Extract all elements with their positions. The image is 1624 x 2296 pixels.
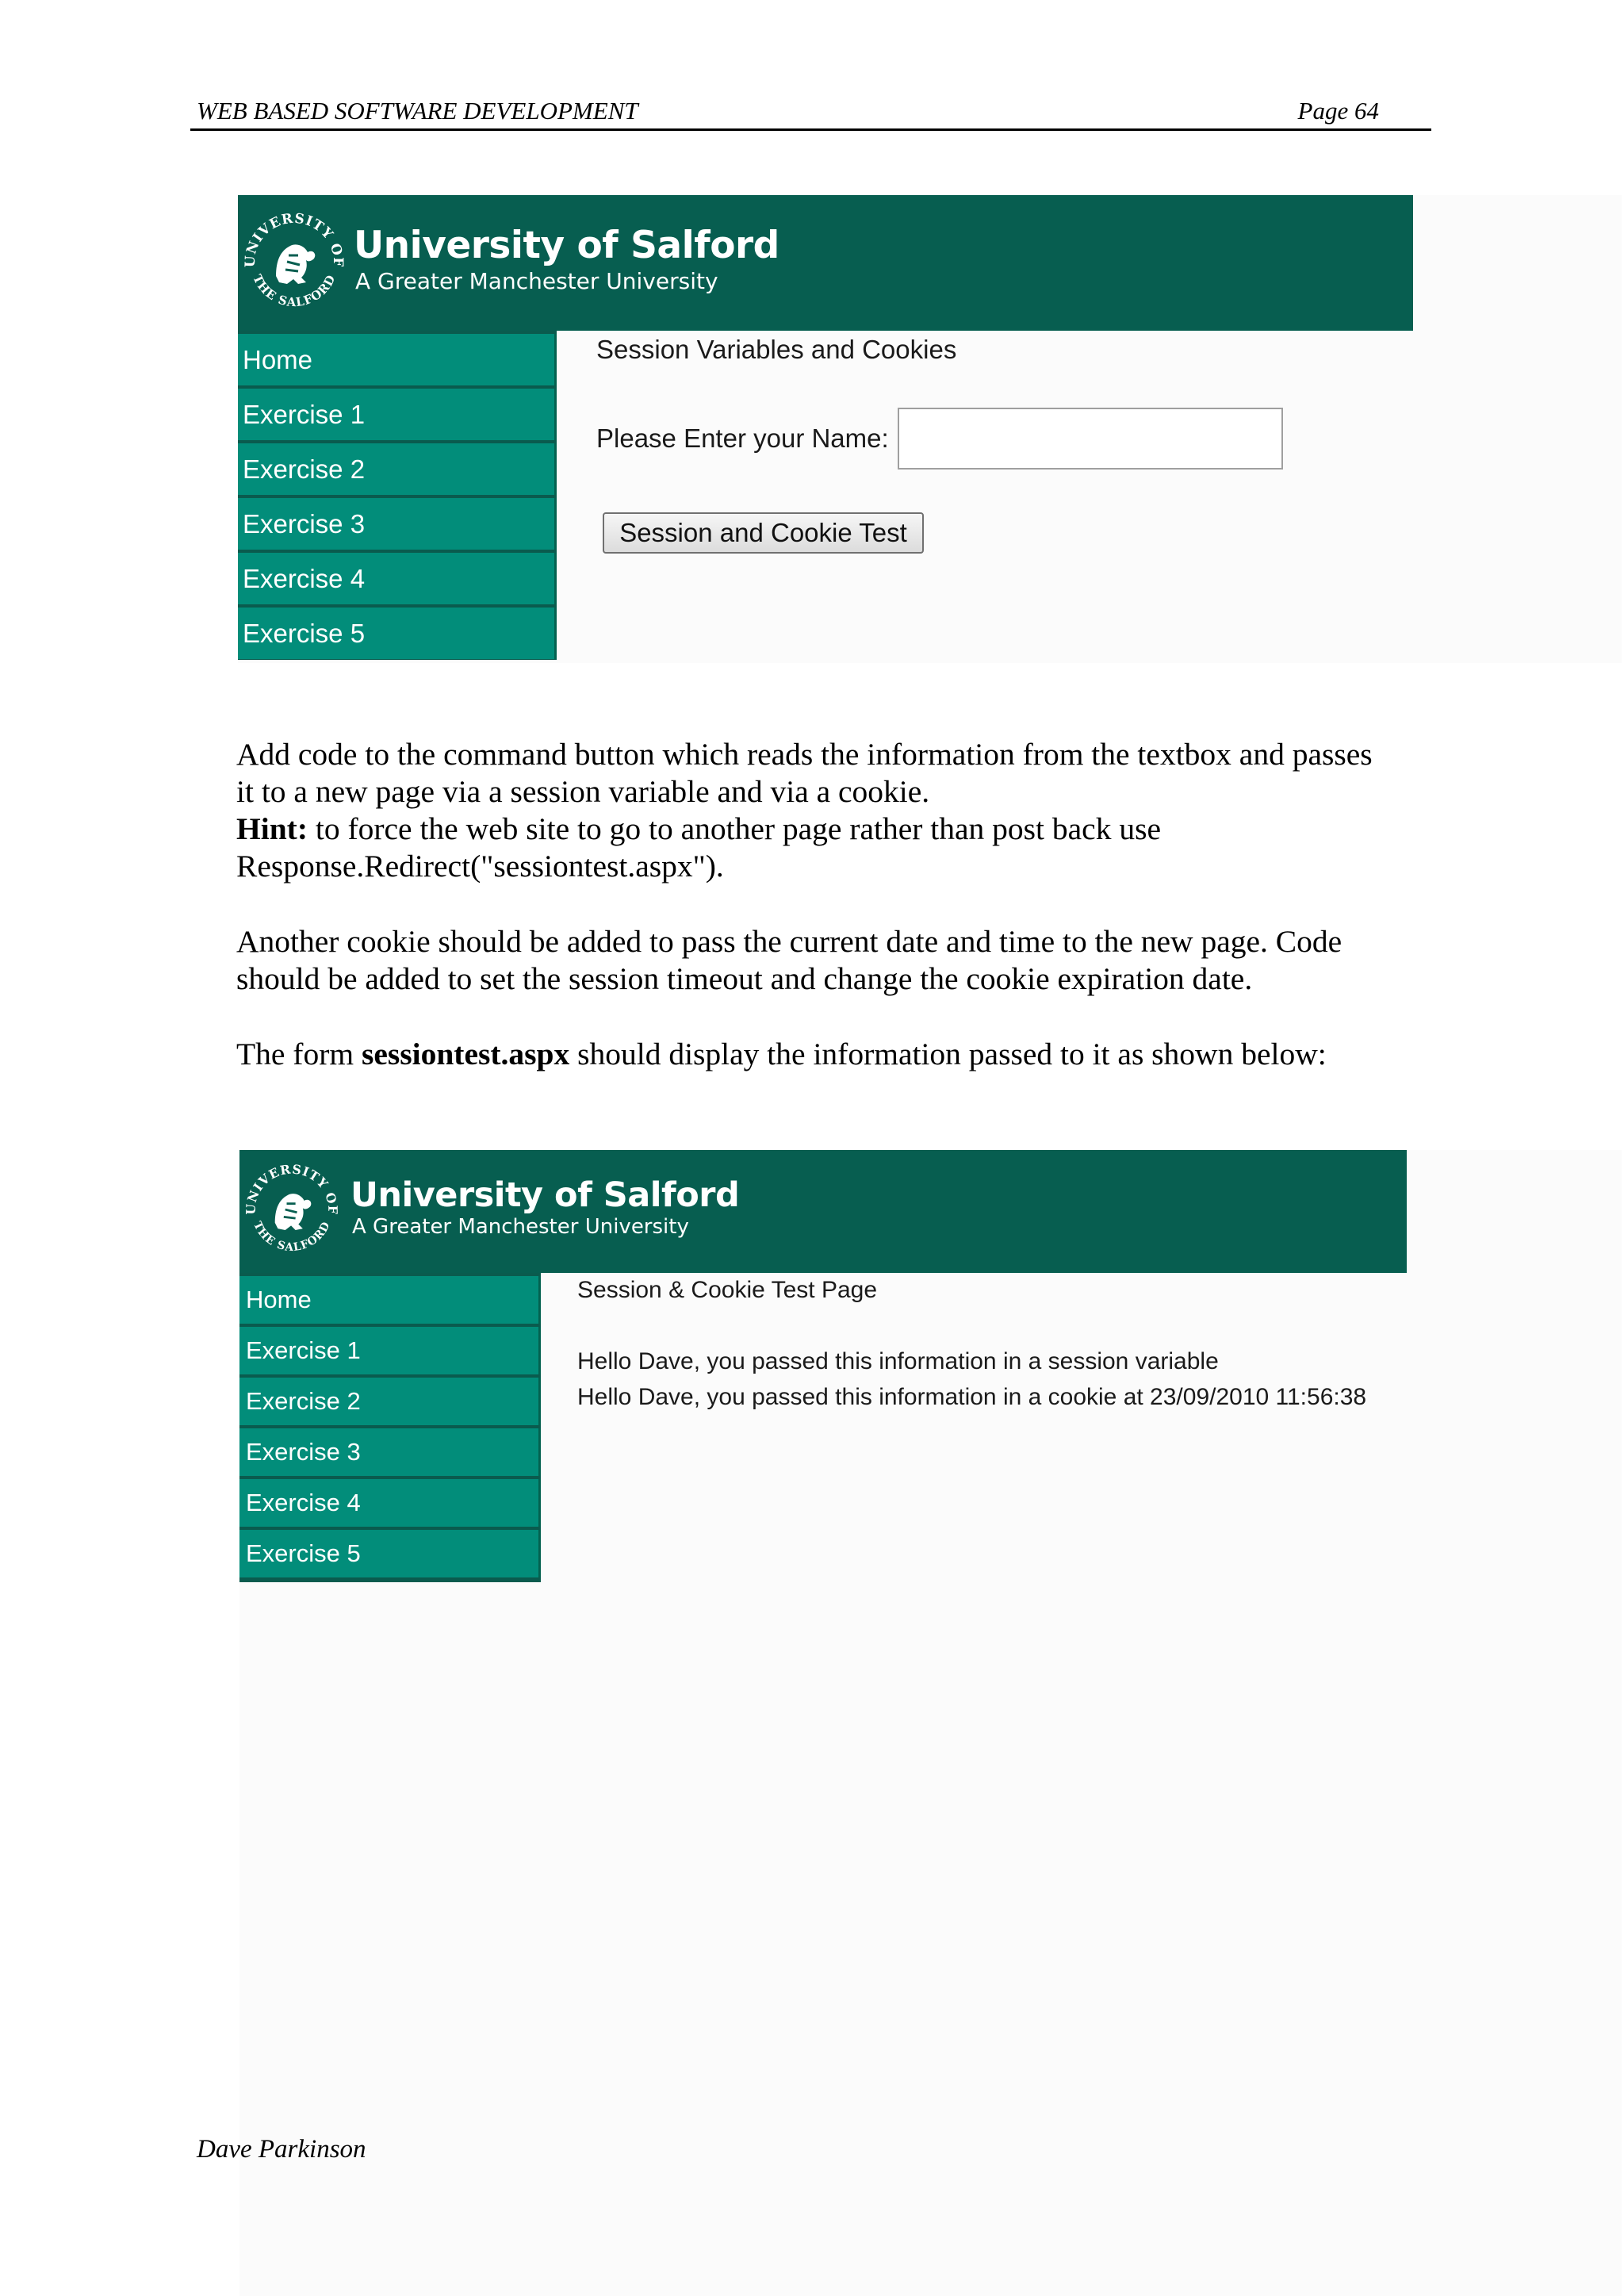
university-name: University of Salford — [350, 1175, 740, 1215]
page-number: Page 64 — [1297, 97, 1379, 125]
form-name: sessiontest.aspx — [361, 1037, 570, 1071]
nav-item-exercise-2[interactable]: Exercise 2 — [238, 443, 557, 495]
name-label: Please Enter your Name: — [596, 424, 889, 453]
session-message: Hello Dave, you passed this information in a session variable — [577, 1348, 1219, 1374]
document-footer-author: Dave Parkinson — [197, 2135, 366, 2164]
university-tagline: A Greater Manchester University — [355, 268, 718, 294]
university-name: University of Salford — [354, 224, 779, 267]
svg-text:UNIVERSITY OF: UNIVERSITY OF — [243, 1161, 341, 1215]
university-crest-icon — [241, 209, 347, 316]
nav-item-exercise-3[interactable]: Exercise 3 — [239, 1428, 541, 1476]
redirect-code: Response.Redirect("sessiontest.aspx"). — [236, 849, 724, 884]
university-crest-icon — [243, 1161, 341, 1259]
nav-item-exercise-1[interactable]: Exercise 1 — [239, 1327, 541, 1374]
svg-text:UNIVERSITY OF: UNIVERSITY OF — [242, 210, 347, 268]
nav-item-exercise-5[interactable]: Exercise 5 — [238, 608, 557, 659]
sidebar-nav — [238, 331, 557, 660]
nav-item-exercise-3[interactable]: Exercise 3 — [238, 498, 557, 550]
screenshot-test-page — [239, 1150, 1622, 2296]
cookie-message: Hello Dave, you passed this information in a cookie at 23/09/2010 11:56:38 — [577, 1384, 1367, 1410]
university-tagline: A Greater Manchester University — [352, 1215, 689, 1239]
svg-text:THE SALFORD: THE SALFORD — [250, 272, 339, 310]
hint-label: Hint: — [236, 811, 308, 846]
session-cookie-test-button[interactable]: Session and Cookie Test — [603, 512, 924, 554]
nav-item-exercise-4[interactable]: Exercise 4 — [238, 553, 557, 604]
instructions-paragraph-1: Add code to the command button which reads the information from the textbox and passes it to a new page via a session variable and via a cookie. Hint: to force the web site to go to another page rather than post back use Response.Redirect("sessiontest.aspx"). — [236, 736, 1442, 885]
screenshot-session-form — [238, 195, 1622, 663]
sidebar-nav — [239, 1273, 541, 1582]
nav-item-home[interactable]: Home — [238, 334, 557, 385]
svg-text:THE SALFORD: THE SALFORD — [251, 1219, 333, 1255]
document-header — [190, 94, 1431, 131]
nav-item-exercise-1[interactable]: Exercise 1 — [238, 389, 557, 440]
nav-item-exercise-5[interactable]: Exercise 5 — [239, 1530, 541, 1577]
nav-item-exercise-2[interactable]: Exercise 2 — [239, 1378, 541, 1425]
university-banner — [238, 195, 1413, 331]
instructions-paragraph-3: The form sessiontest.aspx should display the information passed to it as shown below: — [236, 1037, 1327, 1071]
document-title: WEB BASED SOFTWARE DEVELOPMENT — [197, 97, 638, 125]
page-heading: Session & Cookie Test Page — [577, 1277, 878, 1303]
name-input[interactable] — [898, 408, 1283, 470]
nav-item-home[interactable]: Home — [239, 1276, 541, 1324]
nav-item-exercise-4[interactable]: Exercise 4 — [239, 1479, 541, 1527]
university-banner — [239, 1150, 1407, 1273]
instructions-paragraph-2: Another cookie should be added to pass the current date and time to the new page. Code should be added to set the session timeout and change the cookie expiration date. — [236, 924, 1342, 996]
page-heading: Session Variables and Cookies — [596, 335, 957, 364]
